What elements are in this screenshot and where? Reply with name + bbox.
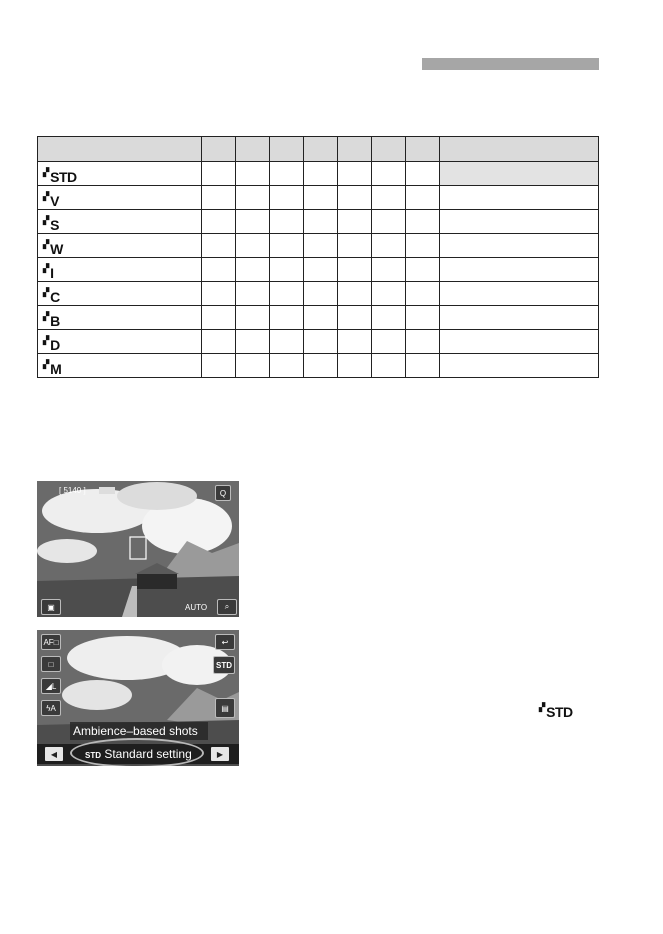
- ambience-icon-cell: [38, 306, 202, 330]
- table-row: [38, 162, 599, 186]
- background-blur-icon[interactable]: ▤: [215, 698, 235, 718]
- table-cell: [304, 354, 338, 378]
- table-cell: [406, 210, 440, 234]
- table-cell: [236, 354, 270, 378]
- std-icon: STD: [85, 751, 101, 760]
- table-cell: [304, 258, 338, 282]
- shots-remaining: [ 5140 ]: [59, 486, 86, 495]
- table-cell: [270, 234, 304, 258]
- table-cell: [406, 234, 440, 258]
- ambience-icon-cell: [38, 234, 202, 258]
- table-cell: [440, 234, 599, 258]
- table-cell: [440, 330, 599, 354]
- table-cell: [440, 210, 599, 234]
- iso-label: AUTO: [185, 603, 208, 612]
- table-cell: [338, 258, 372, 282]
- table-cell: [406, 282, 440, 306]
- ambience-icon-cell: [38, 258, 202, 282]
- ambience-icon: ▞ C: [43, 287, 60, 305]
- header-cell: [38, 137, 202, 162]
- table-cell: [236, 258, 270, 282]
- table-cell: [440, 162, 599, 186]
- table-cell: [202, 330, 236, 354]
- ambience-icon-cell: [38, 330, 202, 354]
- table-cell: [236, 210, 270, 234]
- table-cell: [236, 330, 270, 354]
- table-cell: [202, 354, 236, 378]
- table-cell: [338, 282, 372, 306]
- left-arrow-icon[interactable]: ◀: [45, 747, 63, 761]
- quick-control-screen: [37, 630, 239, 766]
- table-cell: [440, 258, 599, 282]
- table-cell: [440, 186, 599, 210]
- table-cell: [202, 210, 236, 234]
- magnify-icon[interactable]: ⌕: [217, 599, 237, 615]
- highlight-oval: [70, 738, 204, 766]
- ambience-label: Ambience–based shots: [70, 722, 208, 740]
- table-row: [38, 354, 599, 378]
- table-cell: [270, 354, 304, 378]
- table-cell: [304, 162, 338, 186]
- table-cell: [406, 354, 440, 378]
- table-cell: [304, 282, 338, 306]
- table-cell: [440, 306, 599, 330]
- q-button[interactable]: Q: [215, 485, 231, 501]
- table-cell: [440, 282, 599, 306]
- table-cell: [406, 186, 440, 210]
- table-cell: [202, 258, 236, 282]
- table-cell: [270, 306, 304, 330]
- ambience-icon: ▞ W: [43, 239, 63, 257]
- af-mode-button[interactable]: AF□: [41, 634, 61, 650]
- ambience-icon-cell: [38, 162, 202, 186]
- table-cell: [236, 162, 270, 186]
- ambience-icon-cell: [38, 282, 202, 306]
- table-cell: [372, 186, 406, 210]
- table-row: [38, 186, 599, 210]
- table-row: [38, 330, 599, 354]
- table-cell: [372, 162, 406, 186]
- table-cell: [372, 282, 406, 306]
- ambience-icon: ▞ S: [43, 215, 59, 233]
- table-row: [38, 258, 599, 282]
- live-view-scene: [37, 481, 239, 617]
- table-cell: [338, 210, 372, 234]
- table-cell: [236, 186, 270, 210]
- table-cell: [236, 234, 270, 258]
- ambience-icon: ▞ V: [43, 191, 59, 209]
- table-cell: [338, 186, 372, 210]
- table-cell: [304, 306, 338, 330]
- std-button[interactable]: STD: [213, 656, 235, 674]
- table-row: [38, 282, 599, 306]
- table-cell: [270, 282, 304, 306]
- table-cell: [202, 306, 236, 330]
- table-cell: [372, 354, 406, 378]
- table-cell: [270, 162, 304, 186]
- ambience-table: [37, 136, 599, 378]
- table-cell: [202, 234, 236, 258]
- ambience-icon: ▞ STD: [43, 167, 77, 185]
- table-cell: [270, 330, 304, 354]
- camera-mode-icon[interactable]: ▣: [41, 599, 61, 615]
- table-header-row: [38, 137, 599, 162]
- table-cell: [202, 186, 236, 210]
- ambience-icon-cell: [38, 186, 202, 210]
- table-cell: [440, 354, 599, 378]
- ambience-icon: ▞ B: [43, 311, 60, 329]
- table-cell: [304, 210, 338, 234]
- table-cell: [372, 258, 406, 282]
- drive-mode-button[interactable]: □: [41, 656, 61, 672]
- table-cell: [406, 162, 440, 186]
- table-cell: [270, 258, 304, 282]
- table-cell: [372, 330, 406, 354]
- section-header-bar: [422, 58, 599, 70]
- ambience-icon: ▞ M: [43, 359, 62, 377]
- table-cell: [372, 210, 406, 234]
- table-cell: [338, 354, 372, 378]
- table-cell: [338, 330, 372, 354]
- table-cell: [304, 234, 338, 258]
- table-cell: [338, 234, 372, 258]
- ambience-icon: ▞ D: [43, 335, 60, 353]
- ambience-icon-cell: [38, 210, 202, 234]
- std-ambience-icon: ▞ STD: [539, 703, 573, 720]
- table-cell: [236, 306, 270, 330]
- table-cell: [270, 186, 304, 210]
- table-cell: [202, 162, 236, 186]
- back-arrow-icon[interactable]: ↩: [215, 634, 235, 650]
- table-row: [38, 306, 599, 330]
- table-cell: [406, 258, 440, 282]
- table-row: [38, 234, 599, 258]
- table-cell: [236, 282, 270, 306]
- table-cell: [406, 330, 440, 354]
- table-cell: [304, 186, 338, 210]
- table-cell: [338, 162, 372, 186]
- ambience-icon-cell: [38, 354, 202, 378]
- table-cell: [338, 306, 372, 330]
- image-quality-button[interactable]: ◢L: [41, 678, 61, 694]
- table-cell: [202, 282, 236, 306]
- table-cell: [406, 306, 440, 330]
- table-row: [38, 210, 599, 234]
- right-arrow-icon[interactable]: ▶: [211, 747, 229, 761]
- battery-icon: [99, 487, 115, 494]
- table-cell: [372, 234, 406, 258]
- ambience-icon: ▞ I: [43, 263, 54, 281]
- live-view-screen: [37, 481, 239, 617]
- setting-text[interactable]: STD Standard setting: [85, 747, 192, 761]
- table-cell: [304, 330, 338, 354]
- flash-button[interactable]: ϟA: [41, 700, 61, 716]
- table-cell: [270, 210, 304, 234]
- table-cell: [372, 306, 406, 330]
